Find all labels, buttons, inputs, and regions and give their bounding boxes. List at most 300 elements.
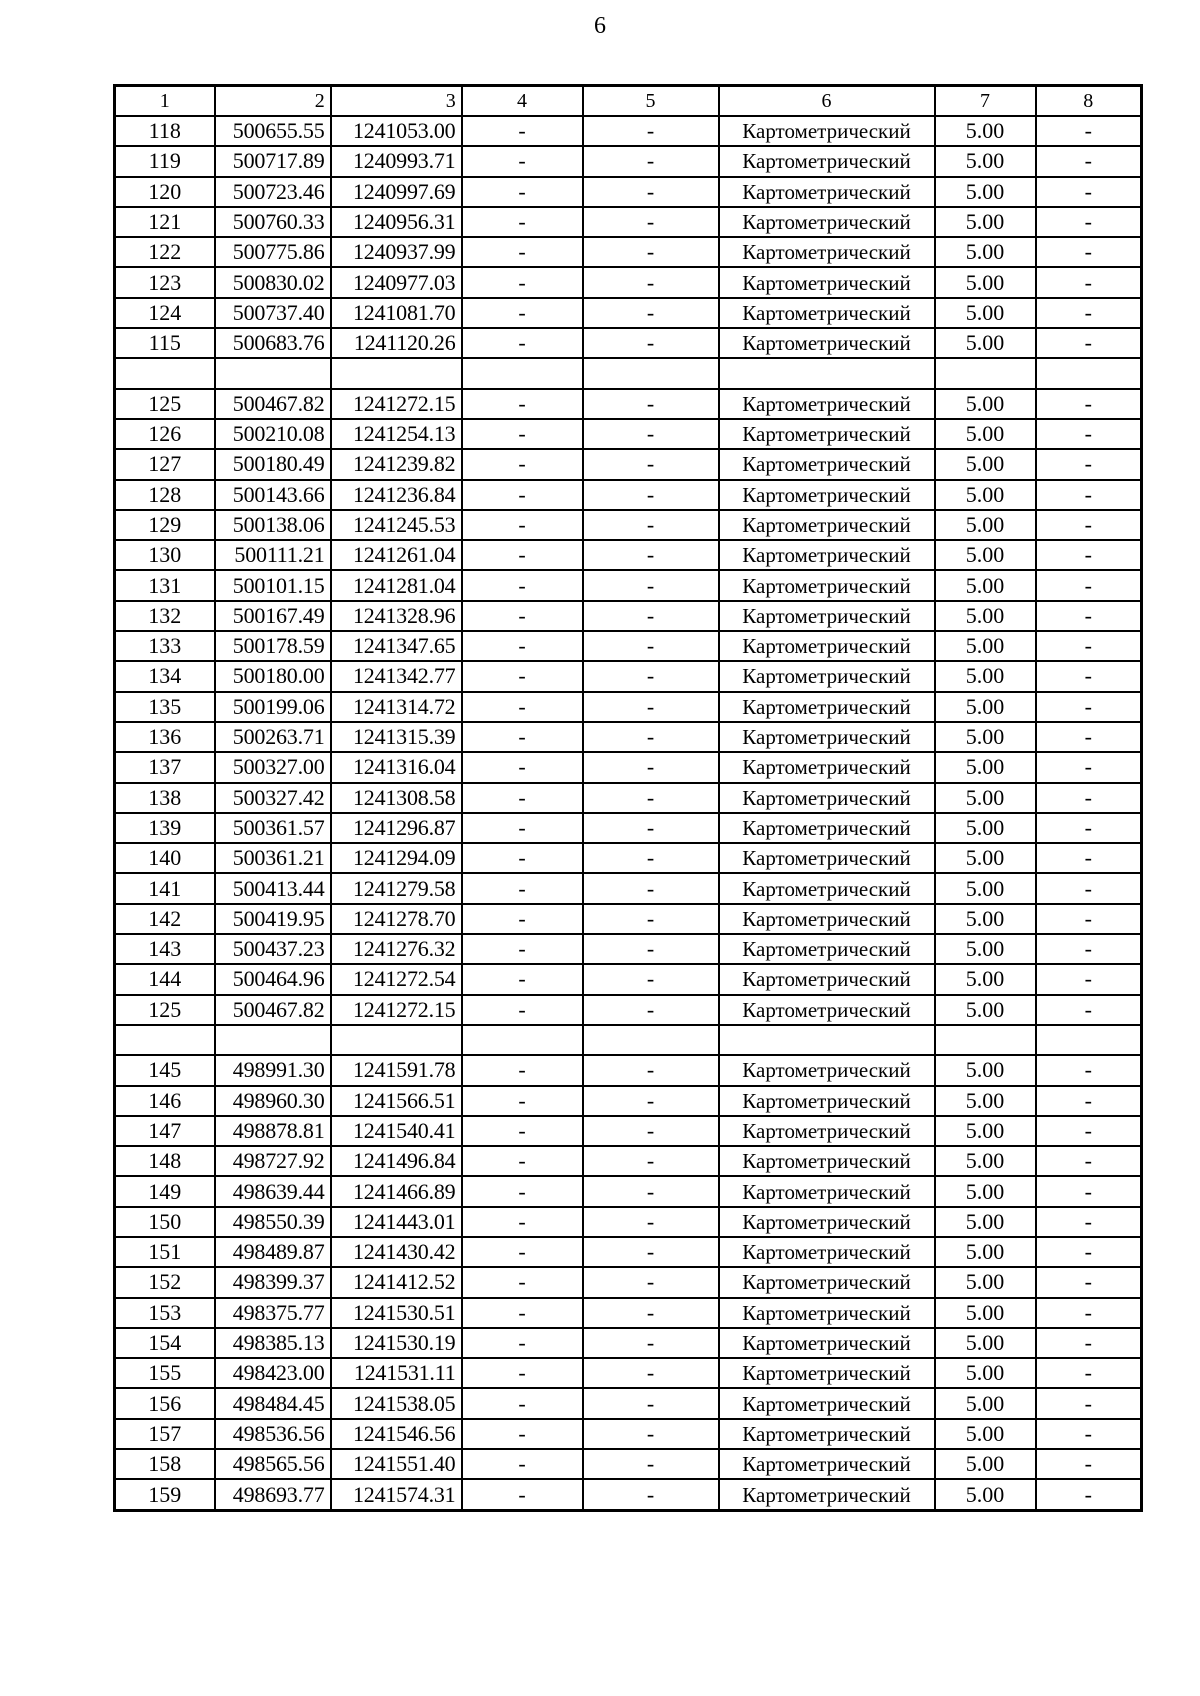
table-row (115, 1419, 1142, 1449)
cell-col5: - (583, 328, 719, 358)
cell-col8: - (1036, 692, 1142, 722)
cell-x-coordinate: 500210.08 (215, 419, 331, 449)
cell-col8: - (1036, 1116, 1142, 1146)
cell-y-coordinate: 1241430.42 (331, 1237, 462, 1267)
cell-col4: - (462, 661, 583, 691)
cell-point-number: 157 (115, 1419, 215, 1449)
header-cell-x-coordinate: 2 (215, 86, 331, 117)
cell-point-number: 144 (115, 964, 215, 994)
cell-x-coordinate: 500180.00 (215, 661, 331, 691)
cell-point-number: 152 (115, 1267, 215, 1297)
cell-accuracy: 5.00 (935, 419, 1036, 449)
cell-method: Картометрический (719, 752, 935, 782)
cell-col5: - (583, 934, 719, 964)
cell-method: Картометрический (719, 146, 935, 176)
cell-col5: - (583, 661, 719, 691)
cell-col8: - (1036, 722, 1142, 752)
cell-accuracy: 5.00 (935, 1267, 1036, 1297)
cell-x-coordinate: 500327.00 (215, 752, 331, 782)
cell-x-coordinate: 498639.44 (215, 1176, 331, 1206)
cell-method: Картометрический (719, 1358, 935, 1388)
cell-y-coordinate: 1241347.65 (331, 631, 462, 661)
cell-col5: - (583, 1267, 719, 1297)
cell-col8: - (1036, 237, 1142, 267)
cell-col4: - (462, 1237, 583, 1267)
cell-x-coordinate: 500723.46 (215, 177, 331, 207)
cell-y-coordinate: 1241540.41 (331, 1116, 462, 1146)
header-cell-method: 6 (719, 86, 935, 117)
cell-col8 (1036, 1025, 1142, 1055)
cell-y-coordinate: 1241538.05 (331, 1388, 462, 1418)
cell-point-number: 133 (115, 631, 215, 661)
cell-method: Картометрический (719, 298, 935, 328)
cell-col4: - (462, 1479, 583, 1510)
cell-x-coordinate: 498693.77 (215, 1479, 331, 1510)
table-row (115, 995, 1142, 1025)
cell-col4 (462, 1025, 583, 1055)
cell-col4: - (462, 1449, 583, 1479)
table-row (115, 1207, 1142, 1237)
cell-x-coordinate (215, 1025, 331, 1055)
cell-point-number: 158 (115, 1449, 215, 1479)
cell-point-number: 124 (115, 298, 215, 328)
cell-col8: - (1036, 267, 1142, 297)
cell-x-coordinate: 500167.49 (215, 601, 331, 631)
cell-x-coordinate: 498536.56 (215, 1419, 331, 1449)
cell-col5: - (583, 116, 719, 146)
cell-x-coordinate: 500101.15 (215, 570, 331, 600)
cell-accuracy: 5.00 (935, 1207, 1036, 1237)
cell-point-number: 155 (115, 1358, 215, 1388)
cell-y-coordinate: 1241574.31 (331, 1479, 462, 1510)
cell-col4: - (462, 631, 583, 661)
cell-col5: - (583, 1146, 719, 1176)
cell-col5: - (583, 1449, 719, 1479)
cell-method: Картометрический (719, 873, 935, 903)
cell-col8: - (1036, 1449, 1142, 1479)
cell-col4: - (462, 419, 583, 449)
cell-col8 (1036, 358, 1142, 388)
cell-y-coordinate: 1241530.19 (331, 1328, 462, 1358)
cell-point-number: 119 (115, 146, 215, 176)
cell-x-coordinate: 500437.23 (215, 934, 331, 964)
cell-x-coordinate: 500830.02 (215, 267, 331, 297)
cell-col5: - (583, 207, 719, 237)
cell-point-number: 145 (115, 1055, 215, 1085)
cell-col4: - (462, 722, 583, 752)
cell-col4: - (462, 510, 583, 540)
cell-accuracy: 5.00 (935, 1328, 1036, 1358)
cell-y-coordinate: 1241279.58 (331, 873, 462, 903)
cell-x-coordinate: 498991.30 (215, 1055, 331, 1085)
cell-col4: - (462, 328, 583, 358)
cell-col8: - (1036, 601, 1142, 631)
cell-y-coordinate: 1241530.51 (331, 1298, 462, 1328)
cell-y-coordinate: 1241412.52 (331, 1267, 462, 1297)
cell-point-number: 120 (115, 177, 215, 207)
table-row (115, 1237, 1142, 1267)
table-row (115, 267, 1142, 297)
cell-col5: - (583, 267, 719, 297)
cell-method: Картометрический (719, 419, 935, 449)
cell-col4: - (462, 207, 583, 237)
cell-col8: - (1036, 1419, 1142, 1449)
separator-row (115, 358, 1142, 388)
cell-x-coordinate: 498960.30 (215, 1086, 331, 1116)
cell-col8: - (1036, 449, 1142, 479)
cell-col8: - (1036, 661, 1142, 691)
coordinates-table (113, 84, 1143, 1512)
cell-point-number: 159 (115, 1479, 215, 1510)
cell-col8: - (1036, 964, 1142, 994)
cell-col4: - (462, 843, 583, 873)
cell-col4: - (462, 1298, 583, 1328)
cell-accuracy: 5.00 (935, 177, 1036, 207)
table-row (115, 510, 1142, 540)
cell-accuracy: 5.00 (935, 783, 1036, 813)
cell-point-number: 123 (115, 267, 215, 297)
cell-col4: - (462, 570, 583, 600)
cell-col5: - (583, 873, 719, 903)
cell-method: Картометрический (719, 1116, 935, 1146)
cell-method: Картометрический (719, 1267, 935, 1297)
table-row (115, 1298, 1142, 1328)
cell-col4: - (462, 964, 583, 994)
cell-col8: - (1036, 570, 1142, 600)
table-row (115, 237, 1142, 267)
cell-col4: - (462, 1419, 583, 1449)
cell-point-number: 151 (115, 1237, 215, 1267)
cell-method: Картометрический (719, 661, 935, 691)
cell-point-number: 153 (115, 1298, 215, 1328)
header-cell-y-coordinate: 3 (331, 86, 462, 117)
table-row (115, 783, 1142, 813)
cell-y-coordinate: 1241546.56 (331, 1419, 462, 1449)
cell-col5: - (583, 237, 719, 267)
cell-y-coordinate: 1241053.00 (331, 116, 462, 146)
cell-y-coordinate: 1240937.99 (331, 237, 462, 267)
cell-col4: - (462, 177, 583, 207)
cell-point-number: 121 (115, 207, 215, 237)
cell-col5: - (583, 146, 719, 176)
cell-col5: - (583, 389, 719, 419)
cell-method: Картометрический (719, 177, 935, 207)
cell-point-number (115, 1025, 215, 1055)
cell-col8: - (1036, 1479, 1142, 1510)
cell-x-coordinate: 500180.49 (215, 449, 331, 479)
cell-col5 (583, 358, 719, 388)
table-row (115, 1176, 1142, 1206)
table-row (115, 813, 1142, 843)
cell-accuracy: 5.00 (935, 570, 1036, 600)
cell-y-coordinate: 1241315.39 (331, 722, 462, 752)
cell-method: Картометрический (719, 1237, 935, 1267)
cell-method: Картометрический (719, 843, 935, 873)
cell-method (719, 358, 935, 388)
cell-accuracy: 5.00 (935, 601, 1036, 631)
cell-col5: - (583, 843, 719, 873)
cell-col5: - (583, 1116, 719, 1146)
cell-x-coordinate: 500655.55 (215, 116, 331, 146)
cell-col8: - (1036, 328, 1142, 358)
cell-method: Картометрический (719, 692, 935, 722)
cell-x-coordinate: 500199.06 (215, 692, 331, 722)
cell-method: Картометрический (719, 631, 935, 661)
table-row (115, 298, 1142, 328)
cell-col8: - (1036, 934, 1142, 964)
cell-col8: - (1036, 1358, 1142, 1388)
cell-col8: - (1036, 1237, 1142, 1267)
cell-col5: - (583, 1298, 719, 1328)
cell-point-number: 137 (115, 752, 215, 782)
cell-x-coordinate: 500717.89 (215, 146, 331, 176)
cell-x-coordinate: 500464.96 (215, 964, 331, 994)
cell-col5 (583, 1025, 719, 1055)
table-row (115, 904, 1142, 934)
cell-y-coordinate: 1241342.77 (331, 661, 462, 691)
table-row (115, 692, 1142, 722)
table-row (115, 207, 1142, 237)
table-header-row (115, 86, 1142, 117)
cell-y-coordinate: 1241245.53 (331, 510, 462, 540)
cell-col4: - (462, 934, 583, 964)
cell-col5: - (583, 480, 719, 510)
cell-method: Картометрический (719, 1207, 935, 1237)
cell-col5: - (583, 995, 719, 1025)
cell-col4: - (462, 1207, 583, 1237)
cell-point-number: 142 (115, 904, 215, 934)
table-row (115, 843, 1142, 873)
cell-y-coordinate: 1241278.70 (331, 904, 462, 934)
cell-col5: - (583, 1055, 719, 1085)
cell-x-coordinate: 498484.45 (215, 1388, 331, 1418)
cell-col4: - (462, 692, 583, 722)
cell-method: Картометрический (719, 1086, 935, 1116)
cell-y-coordinate: 1241296.87 (331, 813, 462, 843)
cell-col5: - (583, 813, 719, 843)
cell-point-number: 118 (115, 116, 215, 146)
cell-point-number: 147 (115, 1116, 215, 1146)
table-row (115, 1055, 1142, 1085)
cell-col4: - (462, 1146, 583, 1176)
cell-x-coordinate: 500467.82 (215, 995, 331, 1025)
cell-col5: - (583, 298, 719, 328)
cell-y-coordinate: 1241496.84 (331, 1146, 462, 1176)
table-row (115, 1116, 1142, 1146)
table-row (115, 540, 1142, 570)
cell-point-number: 128 (115, 480, 215, 510)
cell-x-coordinate: 500327.42 (215, 783, 331, 813)
cell-col4: - (462, 1116, 583, 1146)
cell-col8: - (1036, 540, 1142, 570)
cell-method: Картометрический (719, 1479, 935, 1510)
cell-col4: - (462, 267, 583, 297)
cell-col8: - (1036, 1146, 1142, 1176)
cell-col8: - (1036, 177, 1142, 207)
cell-col5: - (583, 419, 719, 449)
table-body (115, 86, 1142, 1511)
table-row (115, 601, 1142, 631)
cell-x-coordinate: 500413.44 (215, 873, 331, 903)
table-row (115, 722, 1142, 752)
cell-method: Картометрический (719, 449, 935, 479)
cell-point-number: 141 (115, 873, 215, 903)
cell-accuracy: 5.00 (935, 1086, 1036, 1116)
cell-y-coordinate: 1240977.03 (331, 267, 462, 297)
cell-col5: - (583, 752, 719, 782)
cell-col4: - (462, 873, 583, 903)
cell-point-number: 138 (115, 783, 215, 813)
cell-col8: - (1036, 1298, 1142, 1328)
cell-col4: - (462, 1055, 583, 1085)
cell-accuracy: 5.00 (935, 964, 1036, 994)
cell-col5: - (583, 1237, 719, 1267)
cell-col8: - (1036, 298, 1142, 328)
cell-method: Картометрический (719, 995, 935, 1025)
cell-col5: - (583, 1328, 719, 1358)
cell-col4: - (462, 1086, 583, 1116)
cell-y-coordinate: 1241081.70 (331, 298, 462, 328)
cell-point-number: 146 (115, 1086, 215, 1116)
cell-col8: - (1036, 995, 1142, 1025)
header-cell-col8: 8 (1036, 86, 1142, 117)
cell-y-coordinate: 1241254.13 (331, 419, 462, 449)
cell-accuracy: 5.00 (935, 843, 1036, 873)
cell-col8: - (1036, 1388, 1142, 1418)
cell-accuracy: 5.00 (935, 1298, 1036, 1328)
cell-x-coordinate: 498375.77 (215, 1298, 331, 1328)
cell-point-number (115, 358, 215, 388)
cell-y-coordinate: 1241236.84 (331, 480, 462, 510)
cell-accuracy: 5.00 (935, 1358, 1036, 1388)
cell-accuracy: 5.00 (935, 237, 1036, 267)
cell-point-number: 148 (115, 1146, 215, 1176)
cell-col4: - (462, 480, 583, 510)
cell-col4: - (462, 146, 583, 176)
cell-col5: - (583, 540, 719, 570)
cell-col5: - (583, 510, 719, 540)
cell-y-coordinate: 1240993.71 (331, 146, 462, 176)
cell-method: Картометрический (719, 328, 935, 358)
table-row (115, 1146, 1142, 1176)
table-row (115, 1449, 1142, 1479)
cell-method: Картометрический (719, 1298, 935, 1328)
cell-method: Картометрический (719, 813, 935, 843)
cell-y-coordinate: 1241466.89 (331, 1176, 462, 1206)
cell-accuracy: 5.00 (935, 1388, 1036, 1418)
cell-method: Картометрический (719, 601, 935, 631)
table-row (115, 1328, 1142, 1358)
cell-accuracy: 5.00 (935, 298, 1036, 328)
cell-y-coordinate: 1241272.15 (331, 995, 462, 1025)
cell-col8: - (1036, 510, 1142, 540)
cell-col4: - (462, 540, 583, 570)
cell-accuracy: 5.00 (935, 722, 1036, 752)
cell-col8: - (1036, 752, 1142, 782)
cell-y-coordinate: 1241239.82 (331, 449, 462, 479)
cell-accuracy: 5.00 (935, 146, 1036, 176)
cell-accuracy: 5.00 (935, 1449, 1036, 1479)
cell-method: Картометрический (719, 1449, 935, 1479)
cell-x-coordinate (215, 358, 331, 388)
cell-col8: - (1036, 1328, 1142, 1358)
cell-col5: - (583, 964, 719, 994)
cell-col4 (462, 358, 583, 388)
cell-col5: - (583, 570, 719, 600)
cell-point-number: 115 (115, 328, 215, 358)
table-row (115, 146, 1142, 176)
cell-x-coordinate: 498489.87 (215, 1237, 331, 1267)
cell-accuracy: 5.00 (935, 1116, 1036, 1146)
cell-accuracy (935, 358, 1036, 388)
cell-col5: - (583, 1176, 719, 1206)
cell-x-coordinate: 500419.95 (215, 904, 331, 934)
cell-col8: - (1036, 843, 1142, 873)
cell-col8: - (1036, 1055, 1142, 1085)
cell-method: Картометрический (719, 540, 935, 570)
cell-method: Картометрический (719, 1388, 935, 1418)
cell-accuracy: 5.00 (935, 207, 1036, 237)
cell-point-number: 125 (115, 389, 215, 419)
cell-col4: - (462, 1388, 583, 1418)
cell-col8: - (1036, 1207, 1142, 1237)
cell-method: Картометрический (719, 904, 935, 934)
table-row (115, 661, 1142, 691)
cell-col4: - (462, 298, 583, 328)
cell-y-coordinate: 1241314.72 (331, 692, 462, 722)
cell-method: Картометрический (719, 934, 935, 964)
header-cell-col4: 4 (462, 86, 583, 117)
table-row (115, 1267, 1142, 1297)
cell-col8: - (1036, 1176, 1142, 1206)
cell-x-coordinate: 500361.21 (215, 843, 331, 873)
cell-y-coordinate: 1241276.32 (331, 934, 462, 964)
cell-x-coordinate: 498423.00 (215, 1358, 331, 1388)
cell-col4: - (462, 1358, 583, 1388)
cell-col8: - (1036, 1267, 1142, 1297)
table-row (115, 964, 1142, 994)
cell-x-coordinate: 500361.57 (215, 813, 331, 843)
table-row (115, 177, 1142, 207)
header-cell-point-number: 1 (115, 86, 215, 117)
cell-method (719, 1025, 935, 1055)
cell-accuracy: 5.00 (935, 1419, 1036, 1449)
cell-col8: - (1036, 1086, 1142, 1116)
cell-col4: - (462, 449, 583, 479)
cell-point-number: 154 (115, 1328, 215, 1358)
cell-col4: - (462, 995, 583, 1025)
cell-method: Картометрический (719, 722, 935, 752)
table-row (115, 873, 1142, 903)
table-row (115, 1086, 1142, 1116)
cell-y-coordinate: 1241120.26 (331, 328, 462, 358)
cell-x-coordinate: 500178.59 (215, 631, 331, 661)
cell-accuracy: 5.00 (935, 1146, 1036, 1176)
table-row (115, 631, 1142, 661)
cell-accuracy: 5.00 (935, 328, 1036, 358)
cell-col8: - (1036, 146, 1142, 176)
cell-y-coordinate: 1241261.04 (331, 540, 462, 570)
cell-col4: - (462, 1176, 583, 1206)
cell-y-coordinate: 1241443.01 (331, 1207, 462, 1237)
cell-col8: - (1036, 207, 1142, 237)
cell-point-number: 130 (115, 540, 215, 570)
cell-accuracy: 5.00 (935, 661, 1036, 691)
table-row (115, 480, 1142, 510)
cell-col5: - (583, 722, 719, 752)
cell-y-coordinate: 1240997.69 (331, 177, 462, 207)
cell-point-number: 132 (115, 601, 215, 631)
